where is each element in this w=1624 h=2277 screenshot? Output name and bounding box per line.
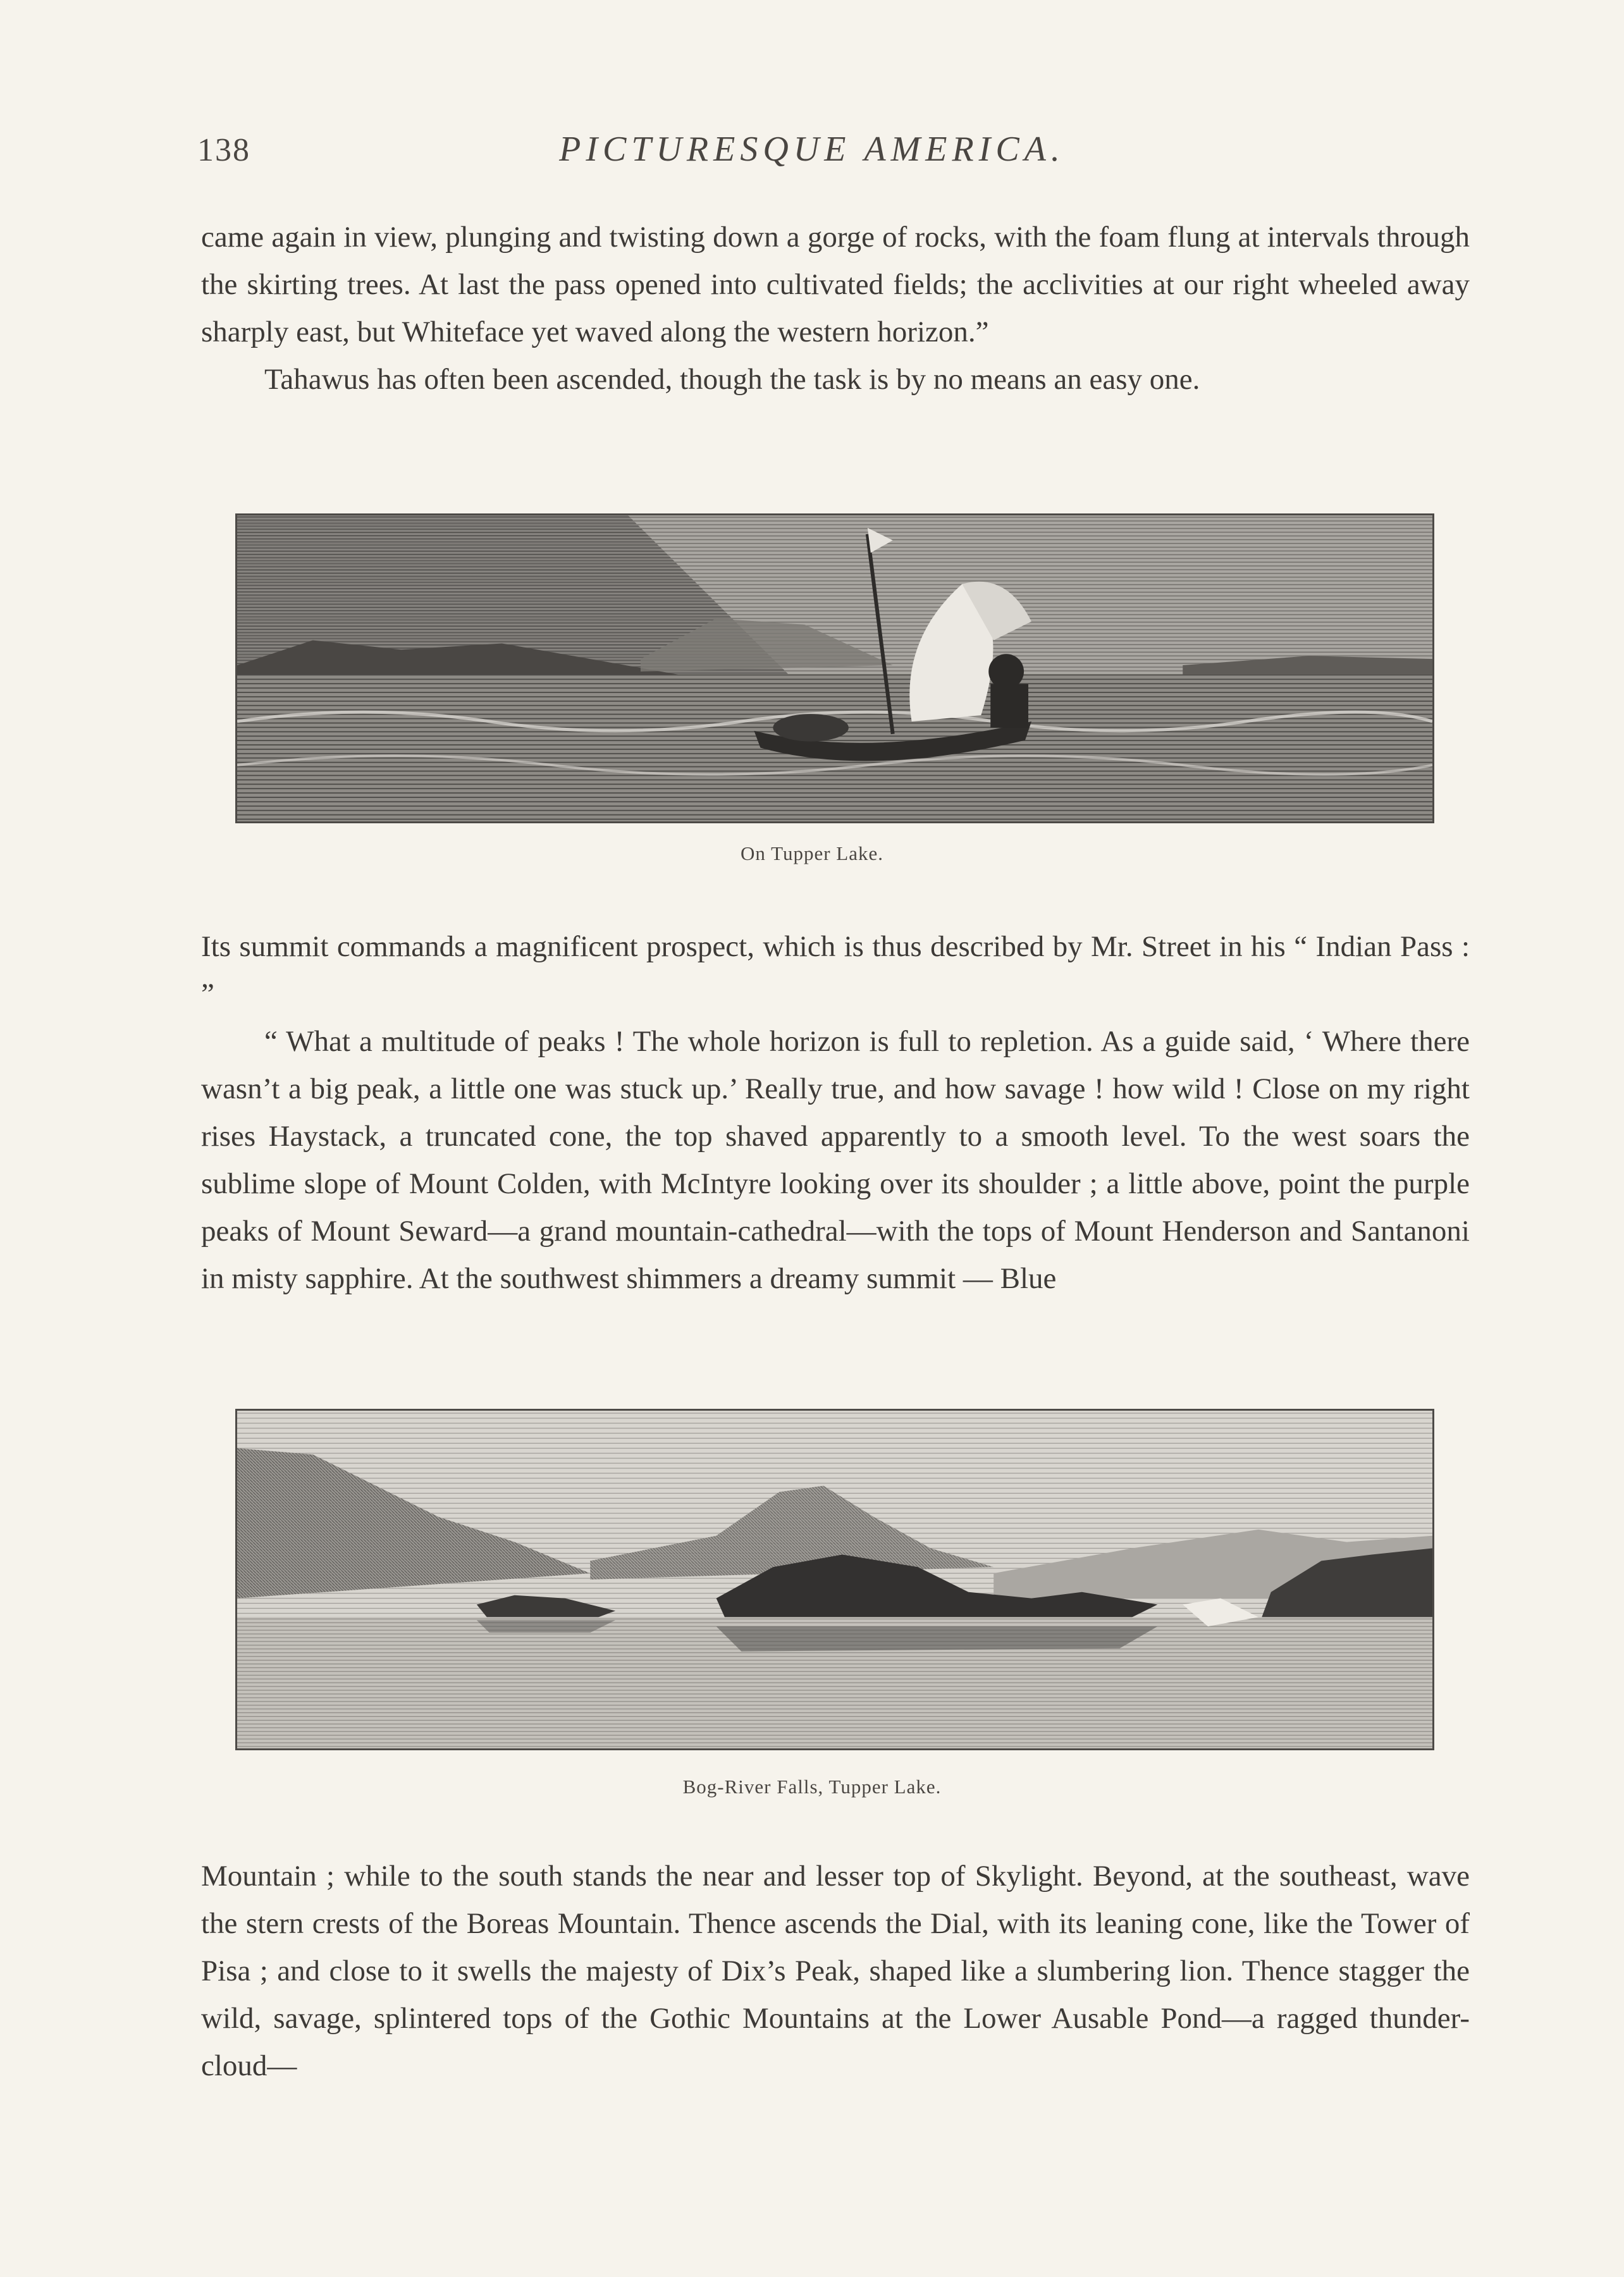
engraving-boat-scene (237, 515, 1432, 821)
paragraph: Mountain ; while to the south stands the near and lesser top of Skylight. Beyond, at the southeast, wave the stern crests of the Boreas Mountain. Thence ascends the Dial, with its leaning cone, like the Tower of Pisa ; and close to it swells the majesty of Dix’s Peak, shaped like a slumbering lion. Thence stagger the wild, savage, splintered tops of the Gothic Mountains at the Lower Ausable Pond—a ragged thunder-cloud— (201, 1860, 1470, 2082)
text-block-top (201, 214, 1470, 403)
engraving-lake-mountain-scene (237, 1411, 1432, 1748)
text-block-bottom (201, 1853, 1470, 2090)
paragraph: came again in view, plunging and twisting down a gorge of rocks, with the foam flung at intervals through the skirting trees. At last the pass opened into cultivated fields; the acclivities at our right wheeled away sharply east, but Whiteface yet waved along the western horizon.” (201, 221, 1470, 348)
paragraph: “ What a multitude of peaks ! The whole horizon is full to repletion. As a guide said, ‘ Where there wasn’t a big peak, a little one was stuck up.’ Really true, and how savage ! how wild ! Close on my right rises Haystack, a truncated cone, the top shaved apparently to a smooth level. To the west soars the sublime slope of Mount Colden, with McIntyre looking over its shoulder ; a little above, point the purple peaks of Mount Seward—a grand mountain-cathedral—with the tops of Mount Henderson and Santanoni in misty sapphire. At the southwest shimmers a dreamy summit — Blue (201, 1025, 1470, 1295)
text-block-middle (201, 923, 1470, 1303)
figure-caption: Bog-River Falls, Tupper Lake. (682, 1776, 942, 1798)
engraving-bog-river-falls (235, 1409, 1434, 1750)
figure-caption: On Tupper Lake. (741, 842, 883, 864)
paragraph: Its summit commands a magnificent prospect, which is thus described by Mr. Street in his “ Indian Pass : ” (201, 930, 1470, 1010)
paragraph: Tahawus has often been ascended, though the task is by no means an easy one. (264, 363, 1200, 396)
page-number: 138 (197, 132, 250, 168)
running-title: PICTURESQUE AMERICA. (559, 130, 1065, 169)
engraving-on-tupper-lake (235, 513, 1434, 823)
